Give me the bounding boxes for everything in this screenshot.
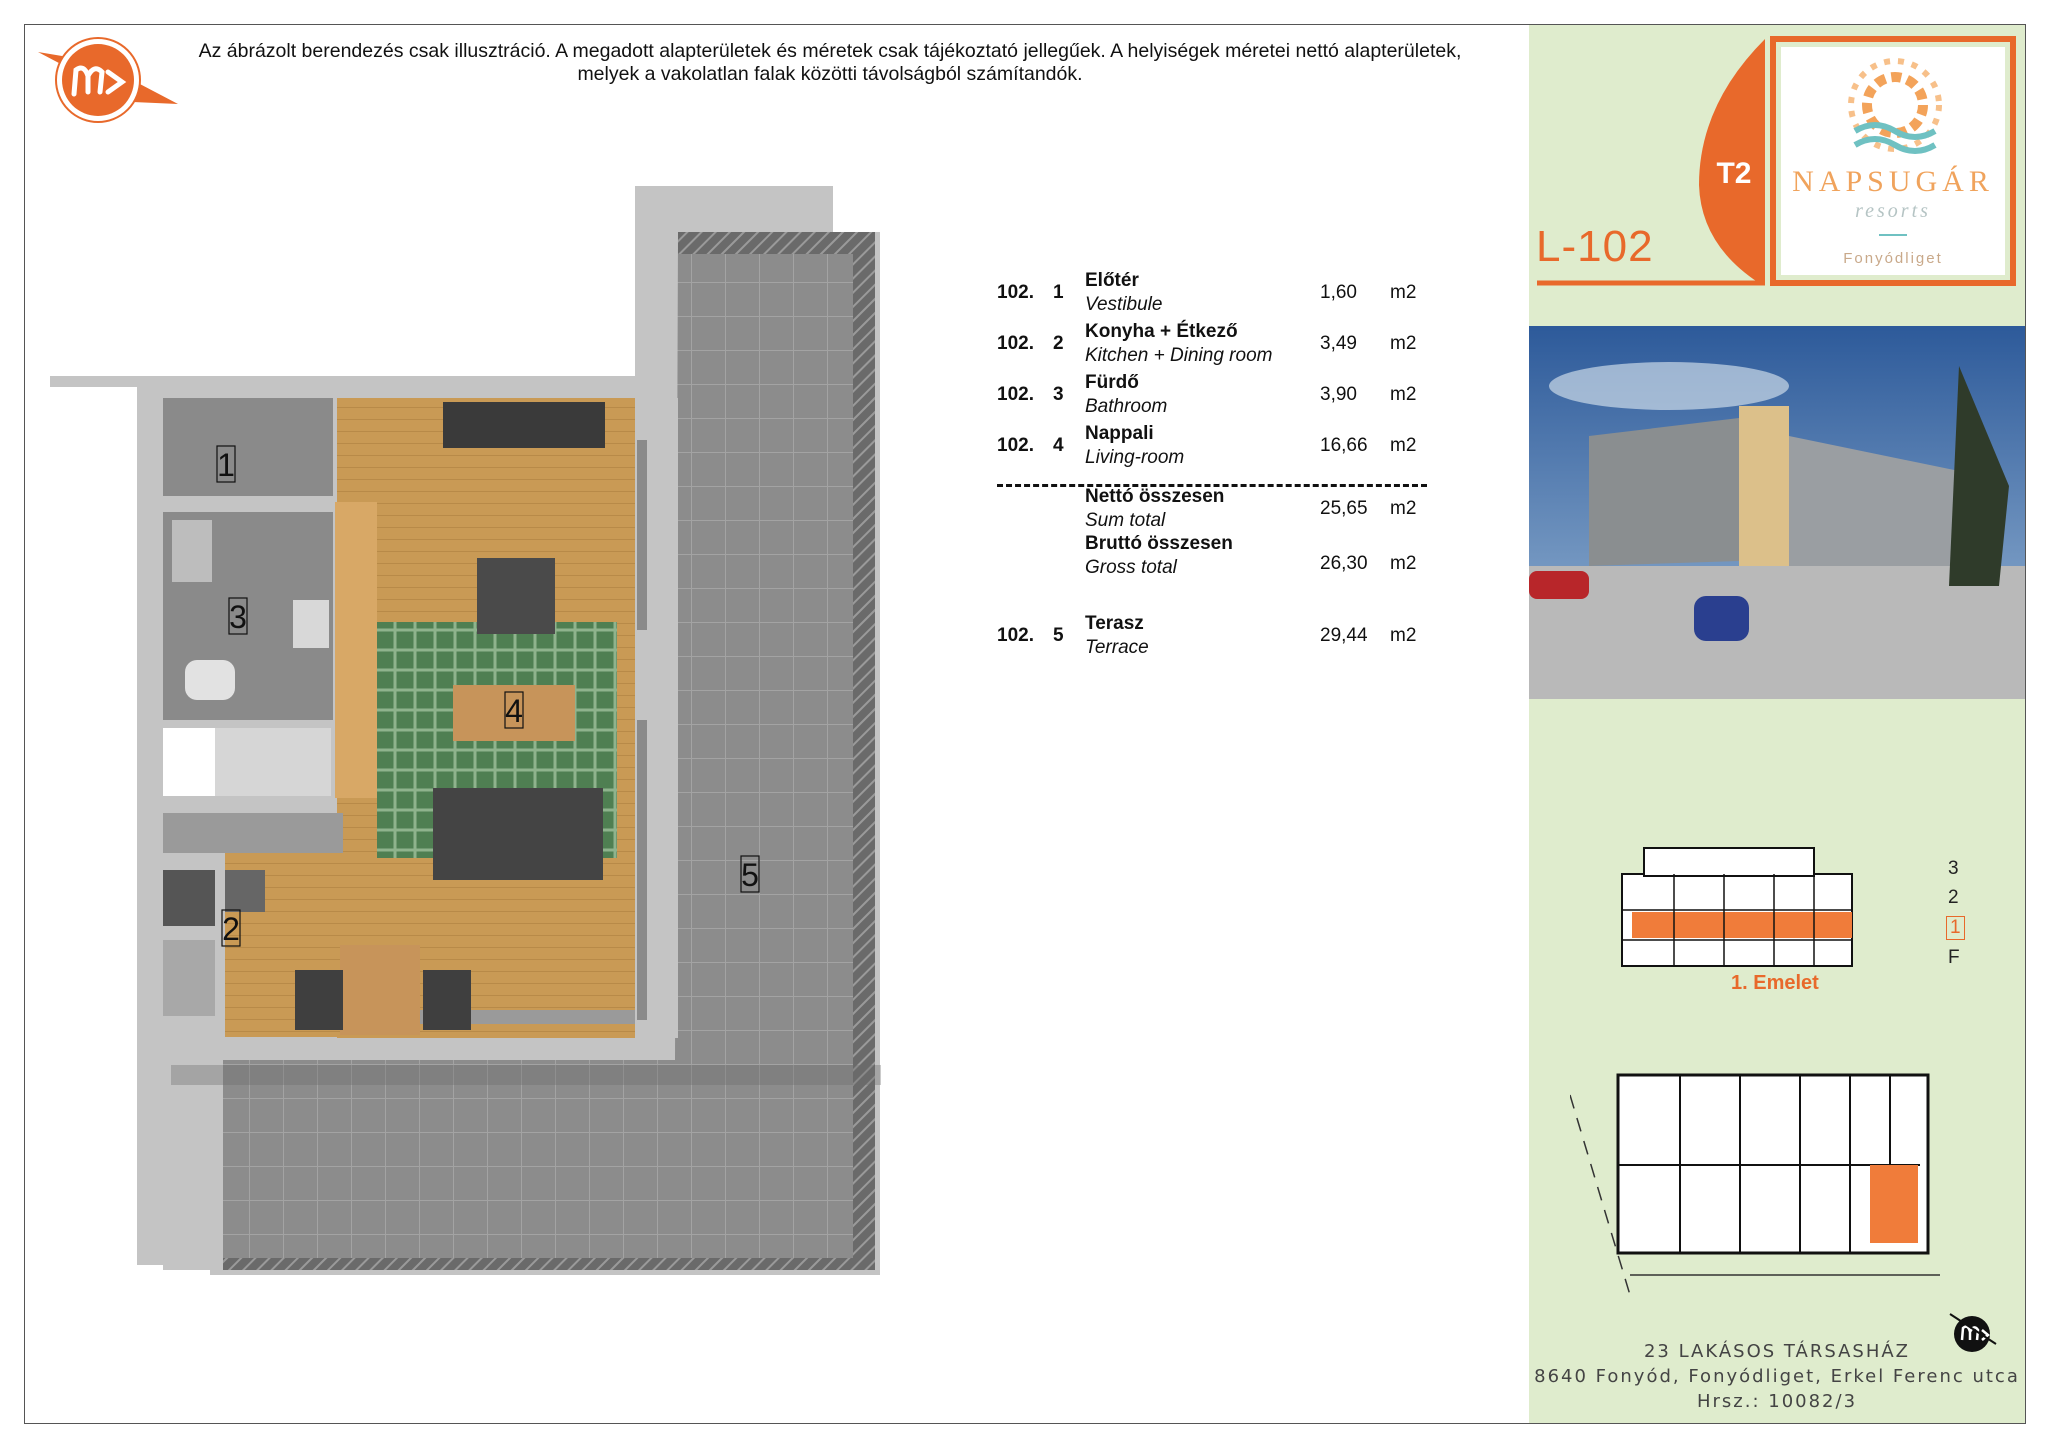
room-label-5: 5 — [741, 857, 759, 893]
total-row-gross — [997, 533, 1457, 581]
room-row-3 — [997, 372, 1457, 420]
total-name-hu: Nettó összesen — [1085, 486, 1225, 507]
brand-name: NAPSUGÁR — [1792, 165, 1994, 198]
floor-label-f: F — [1948, 947, 1960, 968]
disclaimer-line-1: Az ábrázolt berendezés csak illusztráció. A megadott alapterületek és méretek csak tájékoztató jellegűek. A helyiségek méretei nettó alapterületek, — [198, 40, 1462, 62]
terrace-left-wall — [163, 1060, 223, 1270]
room-area: 3,90 — [1320, 384, 1357, 405]
terrace-railing-top — [678, 232, 873, 254]
brand-place: Fonyódliget — [1843, 250, 1943, 267]
total-unit: m2 — [1390, 553, 1417, 574]
disclaimer — [160, 40, 1500, 86]
apt-number: 102. — [997, 625, 1034, 646]
kitchen-counter — [163, 813, 343, 853]
room-unit: m2 — [1390, 625, 1417, 646]
room-label-1: 1 — [217, 447, 235, 483]
room-name-en: Vestibule — [1085, 294, 1163, 315]
room-area: 29,44 — [1320, 625, 1368, 646]
room-name-en: Living-room — [1085, 447, 1185, 468]
apt-number: 102. — [997, 333, 1034, 354]
building-tag: T2 — [1716, 157, 1752, 190]
floor-name: 1. Emelet — [1731, 972, 1819, 994]
cloud — [1549, 362, 1789, 410]
floor-plan — [45, 180, 895, 1300]
floor-label-2: 2 — [1948, 887, 1959, 908]
apt-number: 102. — [997, 435, 1034, 456]
building-stair-tower — [1739, 406, 1789, 566]
armchair — [477, 558, 555, 634]
room-area: 1,60 — [1320, 282, 1357, 303]
oven — [225, 870, 265, 912]
washing-machine — [172, 520, 212, 582]
room-name-en: Bathroom — [1085, 396, 1168, 417]
scooter — [1694, 596, 1749, 641]
brand-sub: resorts — [1855, 200, 1931, 222]
vestibule-floor — [163, 398, 333, 496]
total-area: 25,65 — [1320, 498, 1368, 519]
room-area: 3,49 — [1320, 333, 1357, 354]
terrace-railing-bottom — [210, 1258, 875, 1270]
wardrobe — [443, 402, 605, 448]
room-label-4: 4 — [505, 693, 523, 729]
floor-label-1-selected: 1 — [1946, 916, 1965, 940]
highlight-floor — [1632, 912, 1852, 938]
building-left-block — [1589, 418, 1739, 566]
window-2 — [637, 720, 647, 1020]
totals-divider — [997, 484, 1427, 487]
toilet — [185, 660, 235, 700]
room-number: 1 — [1053, 282, 1064, 303]
floor-label-3: 3 — [1948, 858, 1959, 879]
total-unit: m2 — [1390, 498, 1417, 519]
room-area: 16,66 — [1320, 435, 1368, 456]
room-unit: m2 — [1390, 282, 1417, 303]
fridge — [163, 940, 215, 1016]
dining-chair-left — [295, 970, 343, 1030]
room-name-hu: Nappali — [1085, 423, 1154, 444]
room-name-en: Terrace — [1085, 637, 1149, 658]
room-label-3: 3 — [229, 599, 247, 635]
room-name-hu: Fürdő — [1085, 372, 1139, 393]
room-number: 3 — [1053, 384, 1064, 405]
room-label-2: 2 — [222, 911, 240, 947]
shower-door — [163, 728, 215, 796]
address-line-1: 23 LAKÁSOS TÁRSASHÁZ — [1643, 1341, 1911, 1362]
total-name-hu: Bruttó összesen — [1085, 533, 1233, 554]
room-number: 5 — [1053, 625, 1064, 646]
key-plan — [1570, 1045, 1960, 1305]
room-unit: m2 — [1390, 333, 1417, 354]
building-render — [1529, 326, 2025, 699]
room-name-en: Kitchen + Dining room — [1085, 345, 1273, 366]
address-line-3: Hrsz.: 10082/3 — [1696, 1391, 1858, 1412]
room-row-4 — [997, 423, 1457, 471]
room-row-1 — [997, 270, 1457, 318]
total-name-en: Sum total — [1085, 510, 1166, 531]
apt-number: 102. — [997, 384, 1034, 405]
apartment-code: L-102 — [1536, 222, 1654, 271]
total-name-en: Gross total — [1085, 557, 1177, 578]
address-line-2: 8640 Fonyód, Fonyódliget, Erkel Ferenc utca — [1534, 1366, 2020, 1387]
terrace-row — [997, 613, 1457, 661]
partition-wall — [335, 502, 377, 798]
elevation-top-floor — [1644, 848, 1814, 876]
room-name-hu: Konyha + Étkező — [1085, 321, 1238, 342]
room-number: 4 — [1053, 435, 1064, 456]
room-unit: m2 — [1390, 384, 1417, 405]
room-name-hu: Terasz — [1085, 613, 1144, 634]
highlighted-apartment — [1870, 1165, 1918, 1243]
room-name-hu: Előtér — [1085, 270, 1139, 291]
room-number: 2 — [1053, 333, 1064, 354]
sofa — [433, 788, 603, 880]
total-area: 26,30 — [1320, 553, 1368, 574]
disclaimer-line-2: melyek a vakolatlan falak közötti távolságból számítandók. — [577, 63, 1083, 85]
window-1 — [637, 440, 647, 630]
dining-table — [340, 945, 420, 1035]
dining-chair-right — [423, 970, 471, 1030]
stove — [163, 870, 215, 926]
total-row-net — [997, 486, 1457, 534]
sink — [293, 600, 329, 648]
room-row-2 — [997, 321, 1457, 369]
room-unit: m2 — [1390, 435, 1417, 456]
terrace-shadow — [171, 1065, 881, 1085]
red-car — [1529, 571, 1589, 599]
building-elevation — [1614, 838, 1944, 978]
apt-number: 102. — [997, 282, 1034, 303]
terrace-railing-right — [853, 232, 875, 1268]
